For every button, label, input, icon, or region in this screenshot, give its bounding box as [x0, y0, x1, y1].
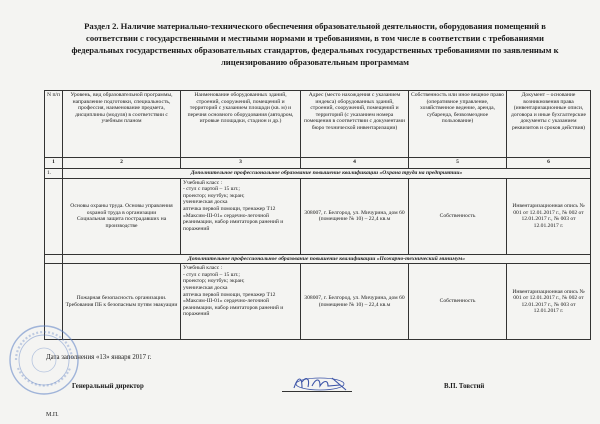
header-program: Уровень, вид образовательной программы, направление подготовки, специальность, профессия, наименование предмета, дисциплины (модуля) в соответствии с учебным планом: [63, 91, 181, 158]
header-num: N п/п: [45, 91, 63, 158]
director-position: Генеральный директор: [72, 383, 144, 390]
program-cell: Основы охраны труда. Основы управления охраной труда в организации Социальная защита пострадавших на производстве: [63, 178, 181, 254]
row-empty-cell: [45, 178, 63, 254]
section-row: [45, 254, 591, 264]
director-name: В.П. Товстий: [444, 383, 485, 390]
col-number: 6: [507, 158, 591, 169]
col-number: 1: [45, 158, 63, 169]
row-number: 1.: [45, 169, 63, 179]
material-base-table: [44, 90, 591, 340]
col-number: 3: [181, 158, 301, 169]
header-document: Документ – основание возникновения права (инвентаризационные описи, договора и иные бухгалтерские документы с указанием реквизитов и сроков действия): [507, 91, 591, 158]
section-title: Дополнительное профессиональное образование повышение квалификации «Пожарно-технический минимум»: [63, 254, 591, 264]
section-row: [45, 169, 591, 179]
row-number: [45, 254, 63, 264]
fill-date: Дата заполнения «13» января 2017 г.: [46, 354, 152, 361]
equipment-cell: Учебный класс : - стул с партой – 15 шт.; проектор; ноутбук; экран; ученическая доска аптечка первой помощи, тренажер Т12 «Максим-III-01» сердечно-легочной реанимации, набор имитаторов ранений и поражений: [181, 178, 301, 254]
program-cell: Пожарная безопасность организации. Требования ПБ к безопасным путям эвакуации: [63, 264, 181, 340]
address-cell: 308007, г. Белгород, ул. Мичурина, дом 60 (помещение № 10) – 22,4 кв.м: [301, 264, 409, 340]
col-number: 4: [301, 158, 409, 169]
document-cell: Инвентаризационная опись № 001 от 12.01.2017 г., № 002 от 12.01.2017 г., № 003 от 12.01.2017 г.: [507, 264, 591, 340]
col-number: 2: [63, 158, 181, 169]
equipment-cell: Учебный класс : - стул с партой – 15 шт.; проектор; ноутбук; экран; ученическая доска аптечка первой помощи, тренажер Т12 «Максим-III-01» сердечно-легочной реанимации, набор имитаторов ранений и поражений: [181, 264, 301, 340]
header-address: Адрес (место нахождения с указанием индекса) оборудованных зданий, строений, сооружений, помещений и территорий (с указанием номера помещения в соответствии с документами бюро технической инвентаризации): [301, 91, 409, 158]
ownership-cell: Собственность: [409, 178, 507, 254]
section-title: Дополнительное профессиональное образование повышение квалификации «Охрана труда на предприятии»: [63, 169, 591, 179]
header-ownership: Собственность или иное вещное право (оперативное управление, хозяйственное ведение, аренда, субаренда, безвозмездное пользование): [409, 91, 507, 158]
header-equipment: Наименование оборудованных зданий, строений, сооружений, помещений и территорий с указанием площади (кв. м) и перечня основного оборудования (автодром, игровые площадки, стадион и др.): [181, 91, 301, 158]
ownership-cell: Собственность: [409, 264, 507, 340]
table-row: [45, 178, 591, 254]
col-number: 5: [409, 158, 507, 169]
column-numbers-row: [45, 158, 591, 169]
address-cell: 308007, г. Белгород, ул. Мичурина, дом 60 (помещение № 10) – 22,4 кв.м: [301, 178, 409, 254]
stamp-place-label: М.П.: [46, 412, 59, 418]
signature-line: [282, 391, 352, 392]
page-title: Раздел 2. Наличие материально-технического обеспечения образовательной деятельности, оборудования помещений в соответствии с государственными и местными нормами и требованиями, в том числе в соответствии с требованиями федеральных государственных образовательных стандартов, федеральных государственных требованиями по заявленным к лицензированию образовательным программам: [71, 21, 559, 67]
document-cell: Инвентаризационная опись № 001 от 12.01.2017 г., № 002 от 12.01.2017 г., № 003 от 12.01.2017 г.: [507, 178, 591, 254]
table-row: [45, 264, 591, 340]
table-header-row: [45, 91, 591, 158]
